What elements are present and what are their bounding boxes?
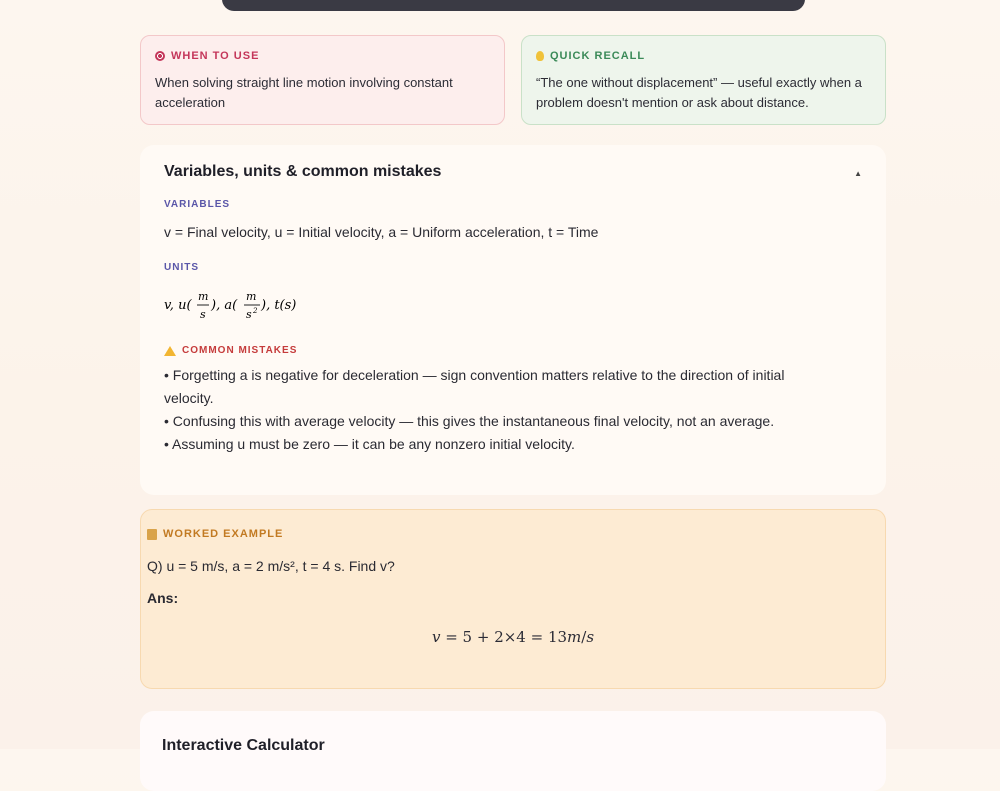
- units-label: UNITS: [164, 262, 199, 273]
- svg-text:m: m: [246, 290, 257, 303]
- lightbulb-icon: [536, 51, 544, 61]
- variables-label: VARIABLES: [164, 199, 231, 210]
- zoom-bar[interactable]: [222, 0, 805, 11]
- quick-recall-card: [521, 35, 886, 125]
- svg-text:), a(: ), a(: [211, 298, 238, 313]
- answer-equation: v = 5 + 2×4 = 13m/s: [431, 628, 595, 646]
- answer-label: Ans:: [147, 590, 179, 606]
- svg-text:m: m: [198, 290, 209, 303]
- common-mistakes-label: COMMON MISTAKES: [182, 345, 298, 356]
- when-to-use-card: [140, 35, 505, 125]
- variables-title: Variables, units & common mistakes: [164, 163, 442, 180]
- svg-text:v, u(: v, u(: [164, 298, 192, 313]
- variables-card: [140, 145, 886, 495]
- worked-example-card: [140, 509, 886, 689]
- variables-text: v = Final velocity, u = Initial velocity, a = Uniform acceleration, t = Time: [164, 224, 599, 240]
- svg-text:s: s: [246, 308, 252, 321]
- when-to-use-heading: WHEN TO USE: [171, 50, 260, 62]
- svg-text:), t(s): ), t(s): [261, 298, 297, 313]
- calculator-icon: [147, 529, 157, 540]
- quick-recall-heading: QUICK RECALL: [550, 50, 646, 62]
- svg-text:s: s: [200, 308, 206, 321]
- calculator-card: [140, 711, 886, 791]
- mistake-item: • Confusing this with average velocity — this gives the instantaneous final velocity, not an average.: [164, 413, 775, 429]
- svg-text:2: 2: [253, 307, 258, 315]
- worked-example-label: WORKED EXAMPLE: [163, 528, 284, 540]
- warning-icon: [164, 346, 176, 356]
- mistake-item: • Forgetting a is negative for deceleration — sign convention matters relative to the direction of initial velocity.: [164, 367, 785, 406]
- mistake-item: • Assuming u must be zero — it can be any nonzero initial velocity.: [164, 436, 575, 452]
- collapse-caret-icon[interactable]: ▲: [854, 169, 862, 178]
- quick-recall-text: “The one without displacement” — useful exactly when a problem doesn't mention or ask about distance.: [536, 75, 862, 110]
- calculator-title: Interactive Calculator: [162, 737, 325, 754]
- target-icon: [155, 51, 165, 61]
- units-formula: [164, 285, 324, 325]
- worked-question: Q) u = 5 m/s, a = 2 m/s², t = 4 s. Find v?: [147, 558, 395, 574]
- when-to-use-text: When solving straight line motion involving constant acceleration: [155, 75, 453, 110]
